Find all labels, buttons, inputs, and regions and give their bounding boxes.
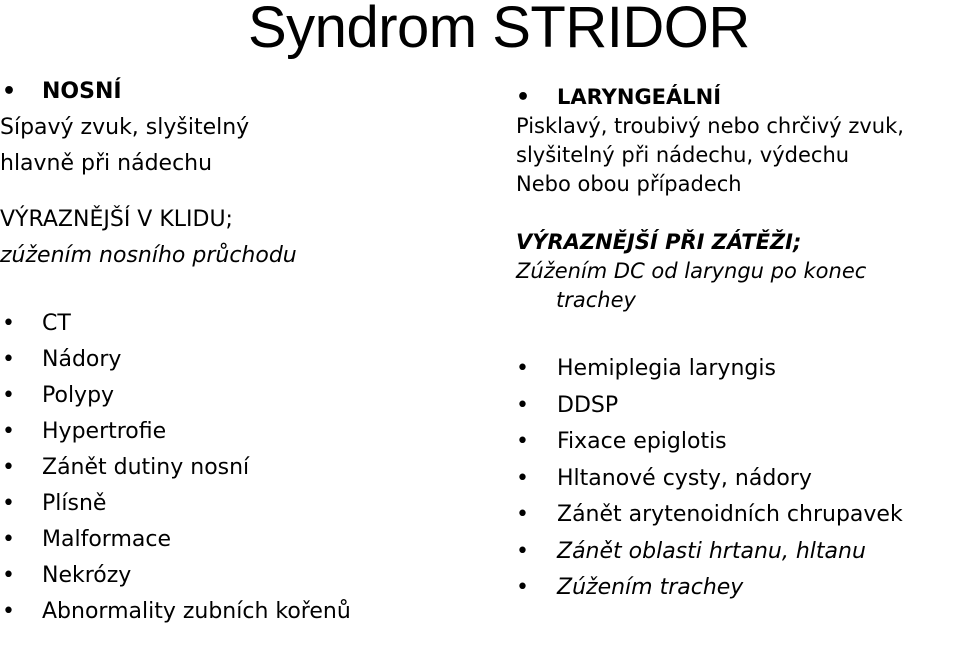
bullet-icon: • bbox=[2, 599, 15, 624]
list-item bbox=[516, 351, 956, 388]
list-item bbox=[0, 558, 470, 594]
bullet-icon: • bbox=[2, 455, 15, 480]
bullet-icon: • bbox=[2, 419, 15, 444]
nasal-causes-list bbox=[0, 306, 470, 630]
list-item bbox=[0, 414, 470, 450]
bullet-icon: • bbox=[2, 491, 15, 516]
right-column-laryngeal bbox=[516, 83, 956, 607]
nasal-emphasis: VÝRAZNĚJŠÍ V KLIDU; bbox=[0, 207, 233, 232]
slide-title: Syndrom STRIDOR bbox=[248, 0, 750, 60]
list-item bbox=[0, 450, 470, 486]
laryngeal-description-line-2: slyšitelný při nádechu, výdechu bbox=[516, 143, 850, 167]
nasal-cause: zúžením nosního průchodu bbox=[0, 243, 297, 268]
laryngeal-heading-text: LARYNGEÁLNÍ bbox=[557, 85, 722, 109]
list-item bbox=[516, 570, 956, 607]
bullet-icon: • bbox=[516, 538, 529, 564]
laryngeal-emphasis: VÝRAZNĚJŠÍ PŘI ZÁTĚŽI; bbox=[516, 230, 802, 254]
nasal-heading-text: NOSNÍ bbox=[42, 79, 122, 104]
list-item-text: Nekrózy bbox=[42, 563, 132, 588]
bullet-icon: • bbox=[2, 527, 15, 552]
list-item-text: Zánět arytenoidních chrupavek bbox=[557, 502, 903, 527]
list-item-text: Hltanové cysty, nádory bbox=[557, 465, 812, 491]
list-item-text: Plísně bbox=[42, 491, 107, 516]
list-item-text: Hemiplegia laryngis bbox=[557, 356, 776, 381]
bullet-icon: • bbox=[2, 383, 15, 408]
laryngeal-description-line-1: Pisklavý, troubivý nebo chrčivý zvuk, bbox=[516, 114, 904, 138]
laryngeal-cause-line-1: Zúžením DC od laryngu po konec bbox=[516, 259, 867, 283]
bullet-icon: • bbox=[516, 429, 529, 454]
list-item bbox=[516, 497, 956, 534]
list-item bbox=[516, 424, 956, 461]
laryngeal-heading bbox=[516, 83, 956, 112]
bullet-icon: • bbox=[516, 575, 529, 600]
bullet-icon: • bbox=[516, 392, 529, 418]
list-item-text: DDSP bbox=[557, 392, 619, 418]
list-item bbox=[516, 388, 956, 425]
list-item-text: Malformace bbox=[42, 527, 171, 552]
list-item-text: Nádory bbox=[42, 347, 122, 372]
laryngeal-causes-list bbox=[516, 351, 956, 607]
bullet-icon: • bbox=[516, 465, 529, 491]
list-item bbox=[516, 534, 956, 571]
nasal-description-line-2: hlavně při nádechu bbox=[0, 151, 213, 176]
list-item-text: Zánět dutiny nosní bbox=[42, 455, 250, 480]
list-item-text: Hypertrofie bbox=[42, 419, 167, 444]
list-item-text: CT bbox=[42, 311, 71, 336]
list-item-text: Zánět oblasti hrtanu, hltanu bbox=[557, 538, 866, 564]
nasal-description-line-1: Sípavý zvuk, slyšitelný bbox=[0, 115, 250, 140]
list-item bbox=[0, 306, 470, 342]
list-item-text: Abnormality zubních kořenů bbox=[42, 599, 351, 624]
bullet-icon: • bbox=[516, 85, 531, 110]
list-item bbox=[0, 378, 470, 414]
list-item bbox=[0, 342, 470, 378]
list-item bbox=[0, 522, 470, 558]
laryngeal-cause-line-2: trachey bbox=[556, 288, 636, 312]
bullet-icon: • bbox=[516, 356, 529, 381]
list-item-text: Polypy bbox=[42, 383, 115, 408]
list-item bbox=[0, 486, 470, 522]
list-item-text: Fixace epiglotis bbox=[557, 429, 727, 454]
left-column-nasal bbox=[0, 74, 470, 630]
bullet-icon: • bbox=[2, 311, 15, 336]
bullet-icon: • bbox=[2, 563, 15, 588]
laryngeal-description-line-3: Nebo obou případech bbox=[516, 172, 742, 196]
list-item-text: Zúžením trachey bbox=[557, 575, 744, 600]
nasal-heading bbox=[0, 74, 470, 110]
list-item bbox=[516, 461, 956, 498]
list-item bbox=[0, 594, 470, 630]
bullet-icon: • bbox=[2, 347, 15, 372]
bullet-icon: • bbox=[2, 79, 17, 104]
bullet-icon: • bbox=[516, 502, 529, 527]
